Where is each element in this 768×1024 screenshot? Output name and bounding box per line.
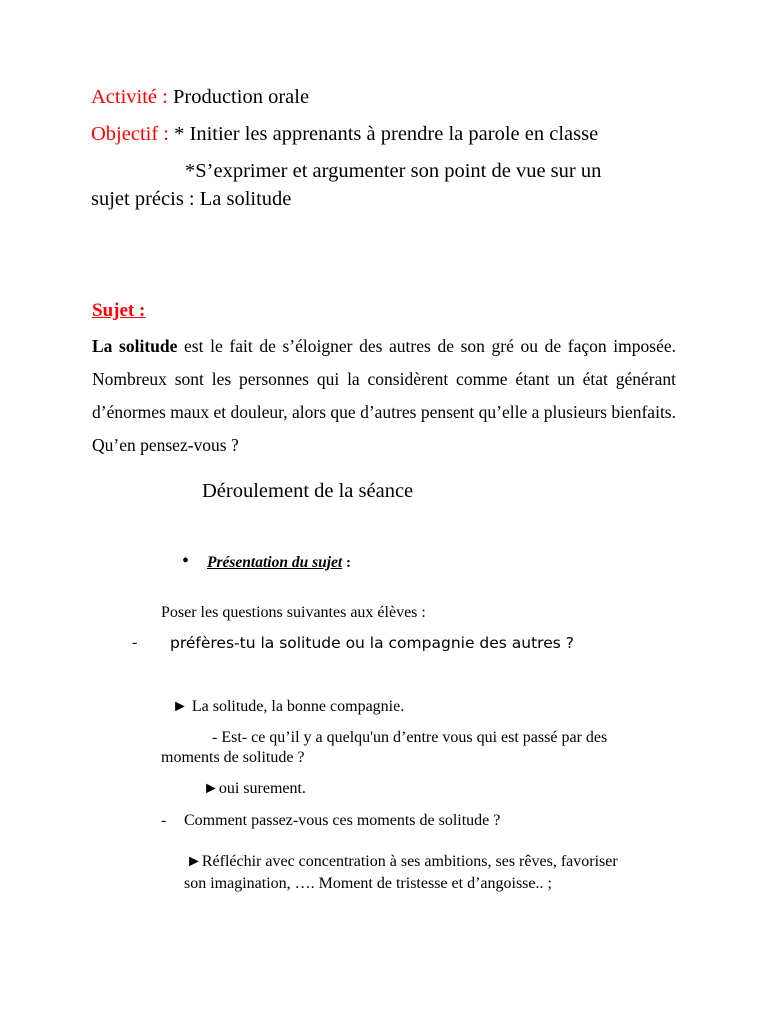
- seance-heading: Déroulement de la séance: [202, 480, 414, 502]
- objectif-line: [91, 123, 598, 146]
- bullet-icon: •: [182, 550, 190, 572]
- question-3: Comment passez-vous ces moments de solitude ?: [184, 812, 501, 829]
- q3-dash: -: [161, 812, 167, 829]
- objectif-line2: *S’exprimer et argumenter son point de vue sur un: [185, 160, 602, 182]
- objectif-line3: sujet précis : La solitude: [91, 188, 292, 210]
- activite-value: Production orale: [172, 86, 310, 108]
- answer-3-line1: ►Réfléchir avec concentration à ses ambitions, ses rêves, favoriser: [186, 853, 618, 870]
- question-2-line2: moments de solitude ?: [161, 749, 305, 766]
- q1-dash: -: [132, 634, 138, 651]
- objectif-label: Objectif :: [91, 123, 169, 145]
- question-2-line1: - Est- ce qu’il y a quelqu'un d’entre vous qui est passé par des: [212, 729, 608, 746]
- sujet-paragraph: [92, 330, 676, 462]
- answer-1: ► La solitude, la bonne compagnie.: [172, 698, 405, 715]
- presentation-item: [182, 550, 351, 573]
- activite-label: Activité :: [91, 86, 168, 108]
- presentation-label: Présentation du sujet: [207, 554, 343, 571]
- answer-2: ►oui surement.: [203, 780, 306, 797]
- objectif-line1: * Initier les apprenants à prendre la parole en classe: [174, 123, 599, 145]
- question-1: préfères-tu la solitude ou la compagnie des autres ?: [170, 634, 574, 652]
- sujet-body: est le fait de s’éloigner des autres de son gré ou de façon imposée. Nombreux sont les personnes qui la considèrent comme étant un état générant d’énormes maux et douleur, alors que d’autres pensent qu’elle a plusieurs bienfaits. Qu’en pensez-vous ?: [92, 336, 676, 455]
- questions-intro: Poser les questions suivantes aux élèves :: [161, 604, 426, 621]
- presentation-colon: :: [342, 555, 351, 571]
- activite-line: [91, 86, 309, 109]
- answer-3-line2: son imagination, …. Moment de tristesse et d’angoisse.. ;: [184, 875, 552, 892]
- sujet-title: Sujet :: [92, 300, 146, 321]
- sujet-bold-lead: La solitude: [92, 336, 178, 356]
